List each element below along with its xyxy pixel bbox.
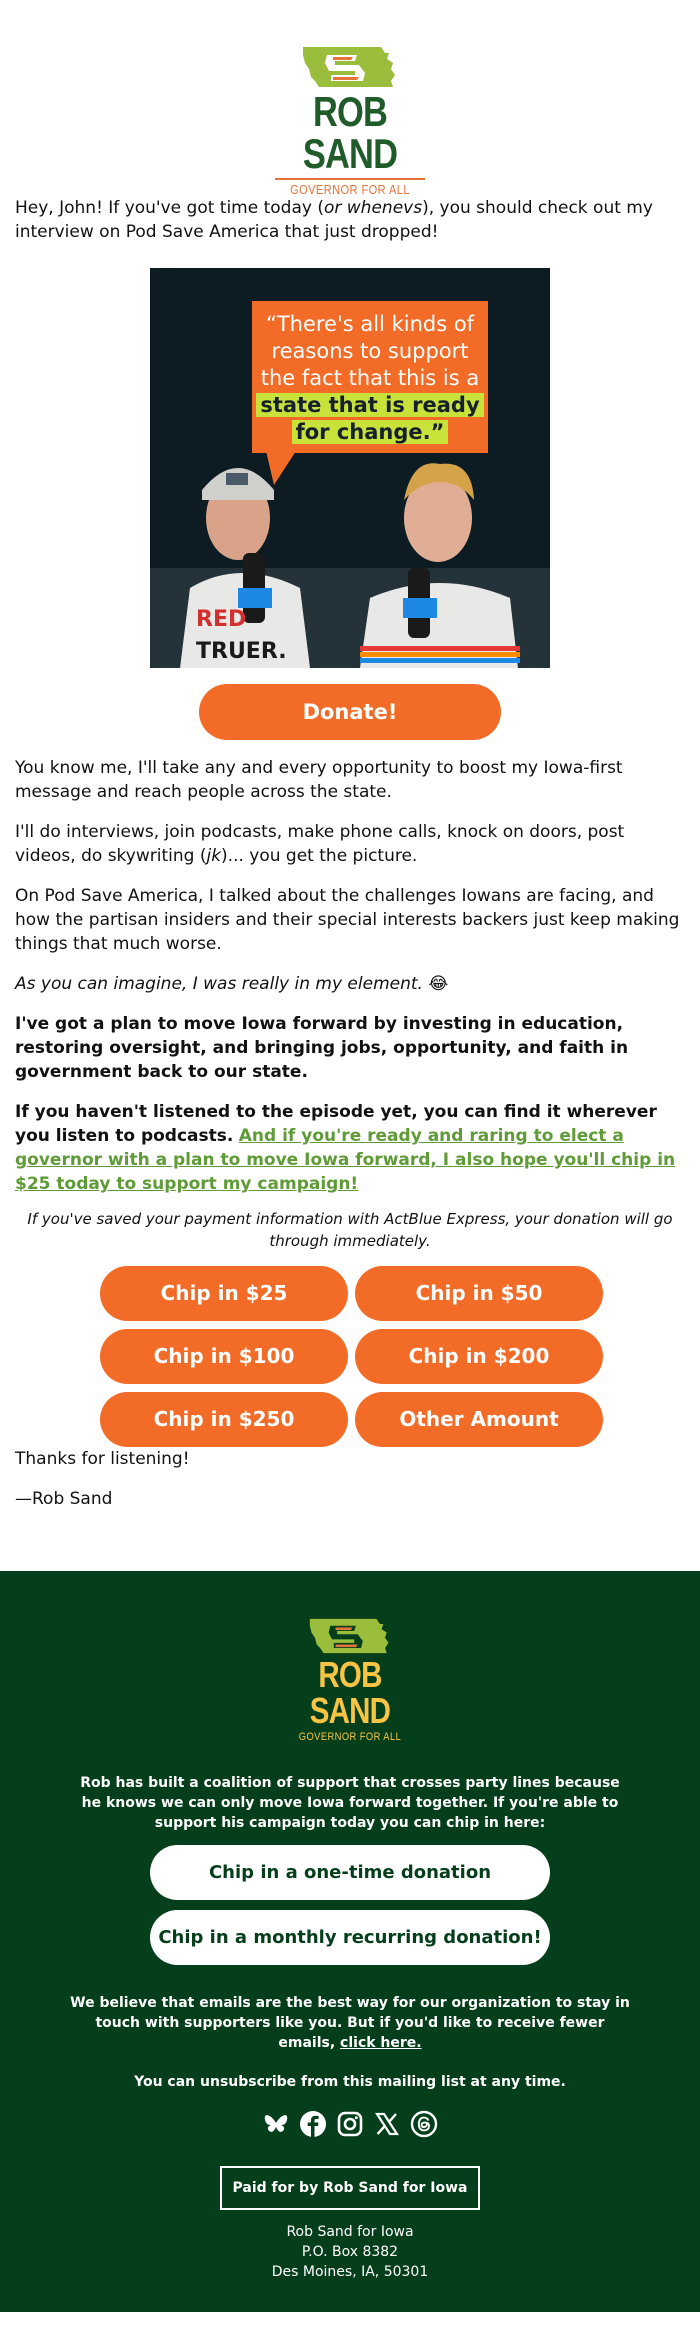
- other-amount-button[interactable]: Other Amount: [355, 1392, 603, 1447]
- bluesky-icon[interactable]: [262, 2110, 290, 2138]
- quote-highlight-1: state that is ready: [256, 393, 483, 417]
- chip-200-button[interactable]: Chip in $200: [355, 1329, 603, 1384]
- donate-button[interactable]: Donate!: [199, 684, 501, 740]
- spacer: [15, 996, 685, 1012]
- footer: [0, 1571, 700, 2312]
- spacer: [15, 956, 685, 972]
- spacer: [15, 1084, 685, 1100]
- spacer: [15, 868, 685, 884]
- chip-50-button[interactable]: Chip in $50: [355, 1266, 603, 1321]
- intro-text-a: Hey, John! If you've got time today (: [15, 198, 324, 218]
- address-line-1: Rob Sand for Iowa: [286, 2224, 414, 2240]
- logo-wordmark: ROB SAND: [302, 88, 398, 177]
- quote-highlight-2: for change.”: [292, 420, 449, 444]
- facebook-icon[interactable]: [299, 2110, 327, 2138]
- coalition-text: Rob has built a coalition of support that crosses party lines because he knows we can only move Iowa forward together. If you're able to support his campaign today you can chip in here:: [80, 1775, 620, 1831]
- shirt-text-truer: TRUER.: [196, 639, 287, 664]
- intro-paragraph: [15, 196, 685, 244]
- x-icon[interactable]: [373, 2110, 401, 2138]
- paragraph-element: [15, 972, 685, 996]
- quote-line-3: the fact that this is a: [260, 366, 480, 390]
- p2-text-a: I'll do interviews, join podcasts, make phone calls, knock on doors, post videos, do skywriting (: [15, 822, 625, 866]
- intro-emphasis: or whenevs: [323, 198, 423, 218]
- header-logo-block: [0, 0, 700, 196]
- thanks-line: Thanks for listening!: [15, 1449, 190, 1469]
- quote-line-2: reasons to support: [271, 339, 469, 363]
- iowa-map-icon: [295, 45, 405, 89]
- spacer: [15, 1471, 685, 1487]
- spacer: [15, 740, 685, 756]
- p2-text-b: )... you get the picture.: [221, 846, 418, 866]
- quote-tail: [266, 451, 296, 485]
- p6-bold-text: If you haven't listened to the episode yet, you can find it wherever you listen to podcasts.: [15, 1102, 657, 1146]
- chip-25-button[interactable]: Chip in $25: [100, 1266, 348, 1321]
- footer-logo-wordmark: ROB SAND: [309, 1654, 391, 1731]
- fewer-emails-link[interactable]: click here.: [340, 2035, 422, 2051]
- paragraph-pod-save: On Pod Save America, I talked about the challenges Iowans are facing, and how the partisan insiders and their special interests backers just keep making things that much worse.: [15, 886, 680, 954]
- instagram-icon[interactable]: [336, 2110, 364, 2138]
- chip-in-link[interactable]: And if you're ready and raring to elect a governor with a plan to move Iowa forward, I also hope you'll chip in $25 today to support my campaign!: [15, 1126, 676, 1194]
- address-line-3: Des Moines, IA, 50301: [271, 2264, 429, 2280]
- paragraph-know-me: You know me, I'll take any and every opportunity to boost my Iowa-first message and reach people across the state.: [15, 758, 623, 802]
- paragraph-plan: I've got a plan to move Iowa forward by investing in education, restoring oversight, and bringing jobs, opportunity, and faith in government back to our state.: [15, 1014, 629, 1082]
- shirt-text-red: RED: [196, 607, 247, 632]
- paid-for-disclaimer: Paid for by Rob Sand for Iowa: [220, 2166, 480, 2210]
- chip-100-button[interactable]: Chip in $100: [100, 1329, 348, 1384]
- address-line-2: P.O. Box 8382: [301, 2244, 399, 2260]
- footer-logo-tagline: GOVERNOR FOR ALL: [298, 1731, 402, 1743]
- paragraph-listen: [15, 1100, 685, 1196]
- spacer: [15, 804, 685, 820]
- unsubscribe-text: You can unsubscribe from this mailing list at any time.: [134, 2074, 566, 2090]
- fewer-emails-copy: We believe that emails are the best way for our organization to stay in touch with supporters like you. But if you'd like to receive fewer emails,: [70, 1995, 630, 2051]
- p4-italic: As you can imagine, I was really in my element. 😂: [15, 974, 449, 994]
- email-body: [0, 196, 700, 1511]
- footer-iowa-map-icon: [303, 1617, 397, 1655]
- quote-callout: [252, 301, 488, 453]
- campaign-logo[interactable]: [270, 45, 430, 196]
- quote-line-1: “There's all kinds of: [265, 312, 475, 336]
- one-time-donation-button[interactable]: Chip in a one-time donation: [150, 1845, 550, 1900]
- paragraph-interviews: [15, 820, 685, 868]
- fewer-emails-text: [70, 1993, 630, 2053]
- p2-emphasis: jk: [206, 846, 222, 866]
- logo-tagline: GOVERNOR FOR ALL: [290, 182, 410, 197]
- chip-in-grid: [100, 1266, 600, 1447]
- footer-logo[interactable]: [270, 1617, 430, 1743]
- chip-250-button[interactable]: Chip in $250: [100, 1392, 348, 1447]
- threads-icon[interactable]: [410, 2110, 438, 2138]
- signature: —Rob Sand: [15, 1489, 113, 1509]
- monthly-donation-button[interactable]: Chip in a monthly recurring donation!: [150, 1910, 550, 1965]
- footer-logo-block: [0, 1571, 700, 1743]
- logo-divider: [275, 178, 425, 180]
- actblue-disclaimer: If you've saved your payment information with ActBlue Express, your donation will go through immediately.: [27, 1210, 673, 1250]
- intro-text-b: ), you should check out my interview on Pod Save America that just dropped!: [15, 198, 653, 242]
- social-links: [0, 2110, 700, 2138]
- mailing-address: [70, 2222, 630, 2282]
- podcast-hero-image[interactable]: [150, 268, 550, 668]
